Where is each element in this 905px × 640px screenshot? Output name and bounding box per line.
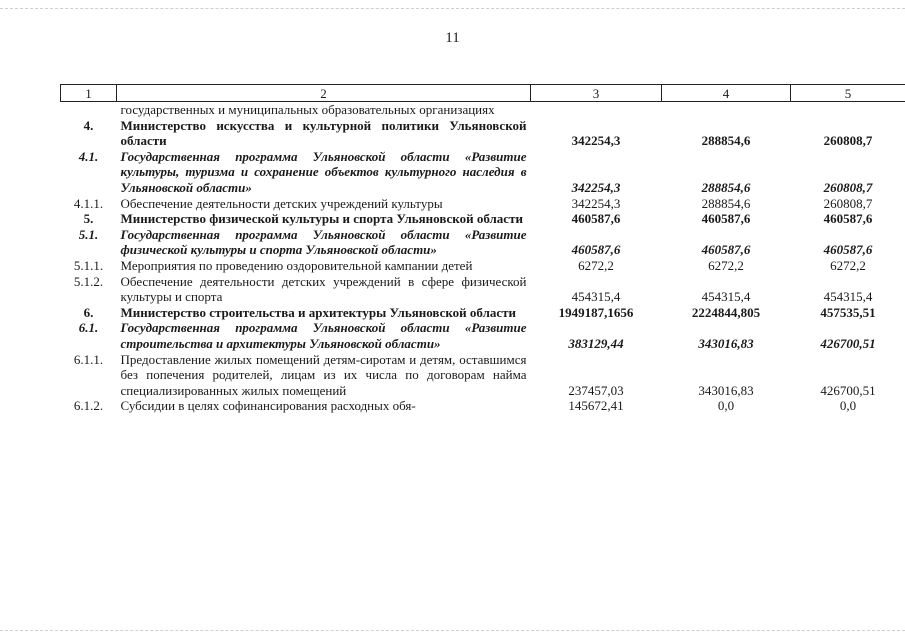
row-value-col3: 145672,41 bbox=[568, 398, 624, 414]
row-value-col3 bbox=[531, 102, 662, 118]
row-value-col5: 260808,7 bbox=[823, 179, 873, 195]
row-value-col4: 460587,6 bbox=[701, 211, 751, 227]
row-value-col5: 0,0 bbox=[839, 398, 857, 414]
row-value-col4: 454315,4 bbox=[701, 289, 751, 305]
row-number: 5.1. bbox=[78, 226, 99, 242]
row-value-col5 bbox=[791, 102, 905, 118]
row-name: Министерство строительства и архитектуры Ульяновской области bbox=[120, 304, 517, 320]
row-value-col5: 426700,51 bbox=[820, 382, 876, 398]
row-name: Государственная программа Ульяновской области «Развитие физической культуры и спорта Ульяновской области» bbox=[120, 226, 527, 258]
row-number: 4.1.1. bbox=[73, 195, 104, 211]
header-col-4: 4 bbox=[662, 85, 791, 102]
table-row bbox=[61, 196, 905, 212]
row-name: Субсидии в целях софинансирования расходных обя- bbox=[120, 398, 416, 414]
scan-edge-bottom bbox=[0, 630, 905, 632]
row-name: Предоставление жилых помещений детям-сиротам и детям, оставшимся без попечения родителей, лицам из их числа по договорам найма специализированных жилых помещений bbox=[120, 351, 527, 398]
row-value-col5: 260808,7 bbox=[823, 195, 873, 211]
budget-table bbox=[60, 84, 905, 414]
header-col-5: 5 bbox=[791, 85, 905, 102]
row-value-col5: 460587,6 bbox=[823, 211, 873, 227]
row-name: Государственная программа Ульяновской области «Развитие строительства и архитектуры Ульяновской области» bbox=[120, 320, 527, 351]
row-value-col4 bbox=[662, 102, 791, 118]
table-row bbox=[61, 352, 905, 399]
row-value-col4: 2224844,805 bbox=[691, 304, 761, 320]
scan-edge-top bbox=[0, 8, 905, 10]
row-value-col5: 460587,6 bbox=[823, 242, 873, 258]
row-value-col4: 343016,83 bbox=[698, 335, 754, 351]
row-value-col3: 237457,03 bbox=[568, 382, 624, 398]
table-row bbox=[61, 118, 905, 149]
header-col-1: 1 bbox=[61, 85, 117, 102]
table-row bbox=[61, 211, 905, 227]
row-value-col5: 6272,2 bbox=[830, 257, 866, 273]
row-number: 6.1. bbox=[78, 320, 99, 336]
table-row bbox=[61, 305, 905, 321]
row-value-col4: 343016,83 bbox=[698, 382, 754, 398]
row-value-col4: 0,0 bbox=[717, 398, 735, 414]
row-number: 5. bbox=[83, 211, 94, 227]
row-value-col3: 460587,6 bbox=[571, 242, 621, 258]
row-value-col3: 342254,3 bbox=[571, 179, 621, 195]
table-row bbox=[61, 398, 905, 414]
row-value-col3: 383129,44 bbox=[568, 335, 624, 351]
row-number: 6.1.2. bbox=[73, 398, 104, 414]
row-number bbox=[61, 102, 117, 118]
header-row bbox=[61, 85, 905, 102]
row-value-col3: 342254,3 bbox=[571, 133, 621, 149]
row-number: 4.1. bbox=[78, 148, 99, 164]
row-name: государственных и муниципальных образовательных организациях bbox=[120, 102, 495, 117]
row-value-col5: 260808,7 bbox=[823, 133, 873, 149]
row-value-col3: 1949187,1656 bbox=[558, 304, 634, 320]
row-value-col4: 288854,6 bbox=[701, 195, 751, 211]
row-number: 5.1.2. bbox=[73, 273, 104, 289]
row-number: 6.1.1. bbox=[73, 351, 104, 367]
header-col-2: 2 bbox=[117, 85, 531, 102]
table-row bbox=[61, 274, 905, 305]
row-number: 4. bbox=[83, 117, 94, 133]
row-value-col3: 342254,3 bbox=[571, 195, 621, 211]
row-name: Мероприятия по проведению оздоровительной кампании детей bbox=[120, 257, 473, 273]
row-name: Обеспечение деятельности детских учреждений культуры bbox=[120, 195, 443, 211]
row-value-col4: 6272,2 bbox=[708, 257, 744, 273]
row-value-col4: 460587,6 bbox=[701, 242, 751, 258]
row-name: Государственная программа Ульяновской области «Развитие культуры, туризма и сохранение объектов культурного наследия в Ульяновской области» bbox=[120, 148, 527, 195]
row-value-col5: 426700,51 bbox=[820, 335, 876, 351]
table-row bbox=[61, 320, 905, 351]
row-value-col5: 457535,51 bbox=[820, 304, 876, 320]
row-value-col4: 288854,6 bbox=[701, 133, 751, 149]
table-row bbox=[61, 102, 905, 118]
table-row bbox=[61, 227, 905, 258]
row-value-col4: 288854,6 bbox=[701, 179, 751, 195]
row-value-col5: 454315,4 bbox=[823, 289, 873, 305]
page-number: 11 bbox=[445, 30, 460, 46]
row-name: Министерство искусства и культурной политики Ульяновской области bbox=[120, 117, 527, 149]
row-value-col3: 6272,2 bbox=[578, 257, 614, 273]
table-header bbox=[61, 85, 905, 102]
row-value-col3: 454315,4 bbox=[571, 289, 621, 305]
row-name: Обеспечение деятельности детских учреждений в сфере физической культуры и спорта bbox=[120, 273, 527, 305]
row-number: 6. bbox=[83, 304, 94, 320]
row-number: 5.1.1. bbox=[73, 257, 104, 273]
header-col-3: 3 bbox=[531, 85, 662, 102]
table-row bbox=[61, 149, 905, 196]
table-row bbox=[61, 258, 905, 274]
row-value-col3: 460587,6 bbox=[571, 211, 621, 227]
row-name: Министерство физической культуры и спорта Ульяновской области bbox=[120, 211, 523, 227]
